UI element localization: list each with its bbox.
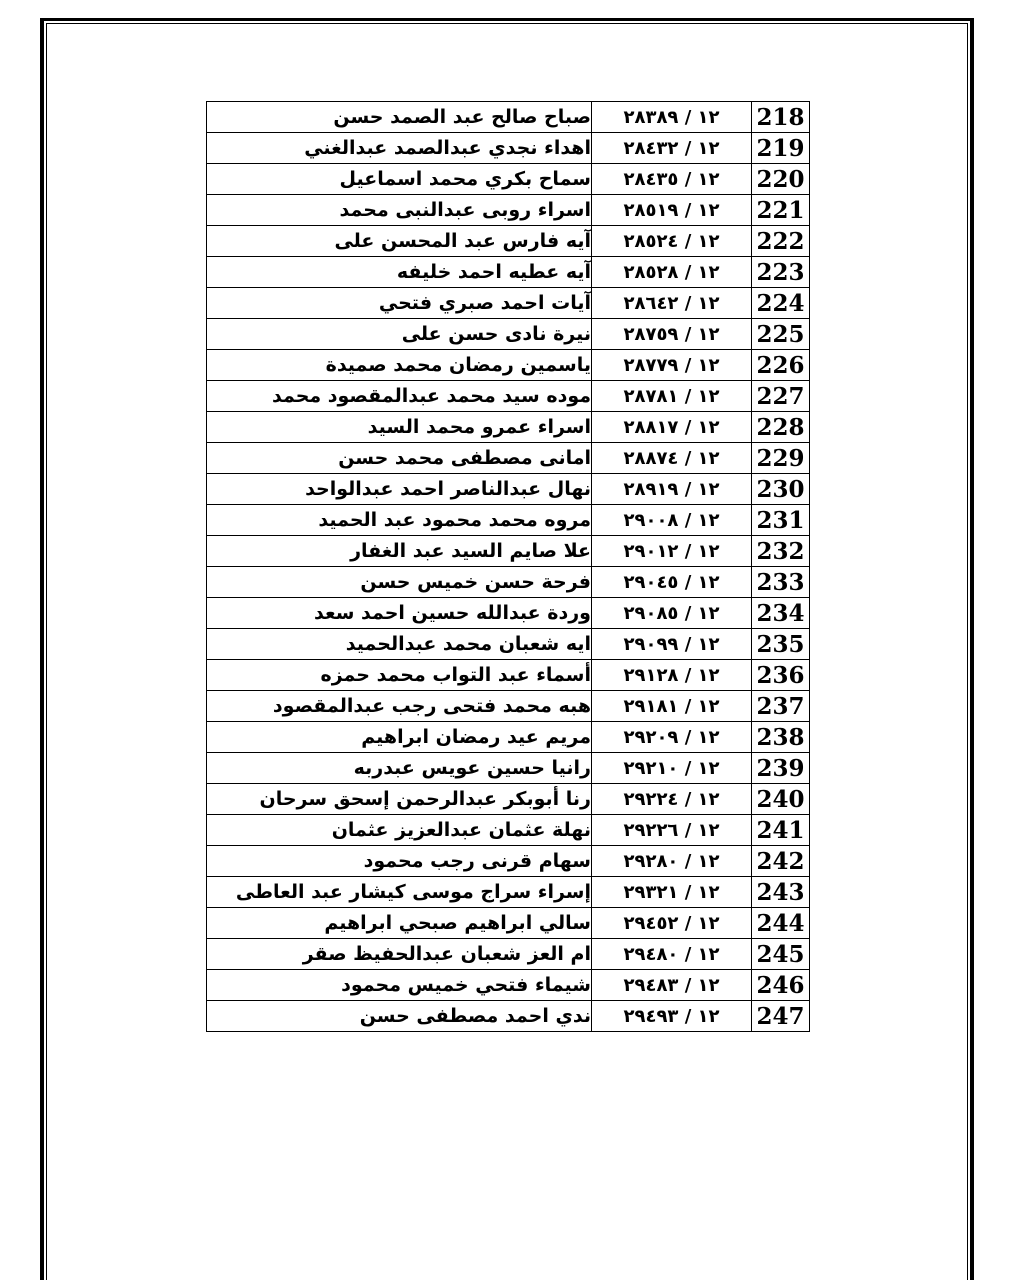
row-number: 219 [752,133,810,164]
row-number: 227 [752,381,810,412]
row-number: 238 [752,722,810,753]
table-row [207,257,810,288]
row-number: 237 [752,691,810,722]
registration-code: ١٢ / ٢٨٧٥٩ [592,319,752,350]
registration-code: ١٢ / ٢٨٥١٩ [592,195,752,226]
registration-code: ١٢ / ٢٩٠٩٩ [592,629,752,660]
registration-code: ١٢ / ٢٩٤٩٣ [592,1001,752,1032]
names-table-body [207,102,810,1032]
row-number: 239 [752,753,810,784]
registration-code: ١٢ / ٢٨٥٢٨ [592,257,752,288]
registration-code: ١٢ / ٢٨٥٢٤ [592,226,752,257]
person-name: فرحة حسن خميس حسن [207,567,592,598]
person-name: سماح بكري محمد اسماعيل [207,164,592,195]
table-row [207,753,810,784]
person-name: صباح صالح عبد الصمد حسن [207,102,592,133]
person-name: هبه محمد فتحى رجب عبدالمقصود [207,691,592,722]
registration-code: ١٢ / ٢٩٠٠٨ [592,505,752,536]
row-number: 231 [752,505,810,536]
row-number: 226 [752,350,810,381]
person-name: آيات احمد صبري فتحي [207,288,592,319]
row-number: 230 [752,474,810,505]
person-name: آيه عطيه احمد خليفه [207,257,592,288]
row-number: 235 [752,629,810,660]
registration-code: ١٢ / ٢٩٢٨٠ [592,846,752,877]
row-number: 247 [752,1001,810,1032]
table-row [207,443,810,474]
registration-code: ١٢ / ٢٩٠٤٥ [592,567,752,598]
row-number: 228 [752,412,810,443]
registration-code: ١٢ / ٢٩١٢٨ [592,660,752,691]
row-number: 234 [752,598,810,629]
row-number: 244 [752,908,810,939]
table-row [207,567,810,598]
table-row [207,350,810,381]
table-row [207,691,810,722]
table-row [207,288,810,319]
table-row [207,133,810,164]
person-name: سهام قرنى رجب محمود [207,846,592,877]
registration-code: ١٢ / ٢٨٦٤٢ [592,288,752,319]
table-row [207,226,810,257]
table-row [207,970,810,1001]
table-row [207,908,810,939]
table-row [207,846,810,877]
person-name: آيه فارس عبد المحسن على [207,226,592,257]
row-number: 232 [752,536,810,567]
row-number: 223 [752,257,810,288]
person-name: رانيا حسين عويس عبدربه [207,753,592,784]
registration-code: ١٢ / ٢٨٤٣٥ [592,164,752,195]
table-row [207,474,810,505]
table-row [207,381,810,412]
person-name: ايه شعبان محمد عبدالحميد [207,629,592,660]
row-number: 224 [752,288,810,319]
table-row [207,195,810,226]
table-row [207,939,810,970]
person-name: اسراء عمرو محمد السيد [207,412,592,443]
registration-code: ١٢ / ٢٩٤٨٠ [592,939,752,970]
person-name: شيماء فتحي خميس محمود [207,970,592,1001]
row-number: 233 [752,567,810,598]
registration-code: ١٢ / ٢٩٢١٠ [592,753,752,784]
person-name: مريم عيد رمضان ابراهيم [207,722,592,753]
registration-code: ١٢ / ٢٨٣٨٩ [592,102,752,133]
row-number: 229 [752,443,810,474]
person-name: رنا أبوبكر عبدالرحمن إسحق سرحان [207,784,592,815]
person-name: امانى مصطفى محمد حسن [207,443,592,474]
registration-code: ١٢ / ٢٩٢٢٤ [592,784,752,815]
person-name: مروه محمد محمود عبد الحميد [207,505,592,536]
table-row [207,505,810,536]
person-name: ندي احمد مصطفى حسن [207,1001,592,1032]
person-name: اهداء نجدي عبدالصمد عبدالغني [207,133,592,164]
person-name: اسراء روبى عبدالنبى محمد [207,195,592,226]
row-number: 241 [752,815,810,846]
registration-code: ١٢ / ٢٩٤٨٣ [592,970,752,1001]
row-number: 222 [752,226,810,257]
registration-code: ١٢ / ٢٩٣٢١ [592,877,752,908]
person-name: ام العز شعبان عبدالحفيظ صقر [207,939,592,970]
registration-code: ١٢ / ٢٩٢٢٦ [592,815,752,846]
registration-code: ١٢ / ٢٩١٨١ [592,691,752,722]
row-number: 242 [752,846,810,877]
registration-code: ١٢ / ٢٨٨٧٤ [592,443,752,474]
person-name: أسماء عبد التواب محمد حمزه [207,660,592,691]
table-row [207,722,810,753]
person-name: نيرة نادى حسن على [207,319,592,350]
row-number: 245 [752,939,810,970]
table-row [207,598,810,629]
table-row [207,164,810,195]
table-row [207,877,810,908]
registration-code: ١٢ / ٢٨٧٧٩ [592,350,752,381]
person-name: نهال عبدالناصر احمد عبدالواحد [207,474,592,505]
registration-code: ١٢ / ٢٩٤٥٢ [592,908,752,939]
registration-code: ١٢ / ٢٨٨١٧ [592,412,752,443]
table-row [207,412,810,443]
registration-code: ١٢ / ٢٨٩١٩ [592,474,752,505]
row-number: 246 [752,970,810,1001]
table-row [207,102,810,133]
person-name: إسراء سراج موسى كيشار عبد العاطى [207,877,592,908]
person-name: موده سيد محمد عبدالمقصود محمد [207,381,592,412]
table-row [207,784,810,815]
row-number: 218 [752,102,810,133]
registration-code: ١٢ / ٢٩٠١٢ [592,536,752,567]
registration-code: ١٢ / ٢٩٢٠٩ [592,722,752,753]
table-row [207,319,810,350]
person-name: وردة عبدالله حسين احمد سعد [207,598,592,629]
row-number: 225 [752,319,810,350]
registration-code: ١٢ / ٢٨٧٨١ [592,381,752,412]
row-number: 240 [752,784,810,815]
row-number: 236 [752,660,810,691]
row-number: 243 [752,877,810,908]
person-name: علا صايم السيد عبد الغفار [207,536,592,567]
registration-code: ١٢ / ٢٨٤٣٢ [592,133,752,164]
table-row [207,629,810,660]
table-row [207,1001,810,1032]
row-number: 221 [752,195,810,226]
row-number: 220 [752,164,810,195]
person-name: سالي ابراهيم صبحي ابراهيم [207,908,592,939]
table-row [207,536,810,567]
table-row [207,815,810,846]
registration-code: ١٢ / ٢٩٠٨٥ [592,598,752,629]
names-table [206,101,810,1032]
person-name: ياسمين رمضان محمد صميدة [207,350,592,381]
person-name: نهلة عثمان عبدالعزيز عثمان [207,815,592,846]
table-row [207,660,810,691]
